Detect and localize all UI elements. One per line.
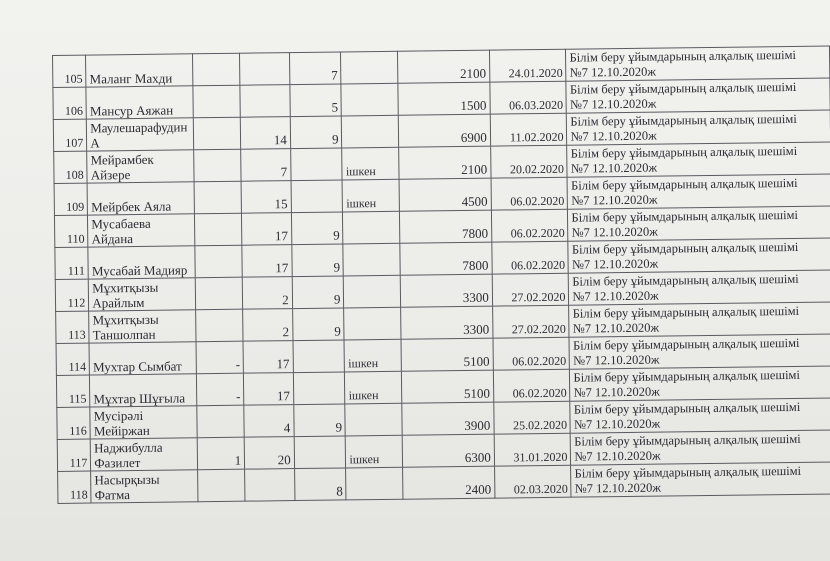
column-b-cell: 7: [241, 149, 291, 182]
basis-cell: [566, 78, 830, 113]
meal-status-cell: ішкен: [342, 147, 399, 180]
row-number-cell: 112: [55, 279, 89, 311]
column-c-cell: 9: [292, 308, 344, 341]
meal-status-cell: [343, 211, 400, 244]
column-a-cell: [195, 245, 243, 278]
basis-cell: [568, 206, 830, 241]
basis-line: №7 12.10.2020ж: [573, 352, 660, 368]
amount-cell: 2100: [398, 146, 490, 179]
column-a-cell: [193, 117, 241, 150]
column-a-cell: [197, 405, 245, 438]
date-cell: 06.02.2020: [491, 177, 568, 210]
meal-status-cell: [344, 275, 401, 308]
basis-cell: [571, 462, 830, 497]
column-a-cell: [198, 469, 246, 502]
basis-line: Білім беру ұйымдарының алқалық шешімі: [573, 399, 801, 417]
basis-cell: [569, 302, 830, 337]
basis-line: №7 12.10.2020ж: [569, 64, 657, 80]
column-c-cell: [294, 436, 346, 469]
basis-line: Білім беру ұйымдарының алқалық шешімі: [572, 271, 799, 289]
column-b-cell: 17: [244, 373, 294, 406]
column-c-cell: [293, 372, 345, 405]
student-name-cell: [90, 374, 197, 407]
meal-status-cell: [345, 403, 402, 436]
date-cell: 24.01.2020: [489, 49, 566, 82]
student-name-cell: [87, 182, 194, 215]
basis-line: Білім беру ұйымдарының алқалық шешімі: [573, 367, 800, 385]
student-name-cell: [87, 150, 194, 183]
date-cell: 06.02.2020: [493, 337, 570, 370]
meal-status-cell: ішкен: [343, 179, 400, 212]
date-cell: 20.02.2020: [490, 145, 567, 178]
column-c-cell: [290, 148, 342, 181]
basis-line: №7 12.10.2020ж: [571, 192, 658, 208]
date-cell: 31.01.2020: [494, 433, 571, 466]
basis-line: №7 12.10.2020ж: [572, 320, 660, 336]
column-c-cell: 8: [294, 468, 346, 501]
column-a-cell: [193, 53, 241, 86]
student-name-cell: [90, 406, 197, 439]
amount-cell: 3300: [400, 274, 492, 307]
column-b-cell: 17: [243, 341, 293, 374]
name-line: Мейрбек Аяла: [91, 198, 172, 215]
amount-cell: 3300: [400, 306, 492, 339]
column-a-cell: [195, 277, 243, 310]
basis-line: №7 12.10.2020ж: [571, 224, 658, 240]
basis-line: Білім беру ұйымдарының алқалық шешімі: [571, 239, 799, 257]
column-b-cell: [240, 53, 290, 86]
row-number-cell: 110: [54, 215, 88, 247]
records-table: [52, 45, 830, 503]
date-cell: 27.02.2020: [492, 273, 569, 306]
meal-status-cell: ішкен: [345, 371, 402, 404]
column-a-cell: [194, 149, 242, 182]
row-number-cell: 117: [57, 439, 91, 471]
basis-line: Білім беру ұйымдарының алқалық шешімі: [574, 463, 802, 481]
basis-line: Білім беру ұйымдарының алқалық шешімі: [569, 47, 797, 65]
row-number-cell: 111: [55, 247, 89, 279]
basis-line: Білім беру ұйымдарының алқалық шешімі: [570, 111, 797, 129]
name-line: Айдана: [91, 231, 134, 247]
meal-status-cell: [346, 467, 403, 500]
amount-cell: 2100: [397, 50, 489, 83]
amount-cell: 6900: [398, 114, 490, 147]
column-b-cell: 2: [242, 277, 292, 310]
amount-cell: 5100: [401, 338, 493, 371]
name-line: Маланг Махди: [89, 70, 173, 87]
column-a-cell: [194, 181, 242, 214]
date-cell: 11.02.2020: [490, 113, 567, 146]
records-table-body: [53, 46, 830, 503]
name-line: Мұхтар Шұғыла: [93, 390, 186, 407]
amount-cell: 7800: [400, 242, 492, 275]
name-line: Мұхитқызы: [92, 311, 159, 328]
name-line: Таншолпан: [92, 326, 156, 343]
row-number-cell: 118: [58, 471, 92, 503]
name-line: Арайлым: [92, 294, 145, 311]
name-line: А: [90, 135, 100, 151]
date-cell: 06.03.2020: [490, 81, 567, 114]
column-a-cell: [195, 213, 243, 246]
row-number-cell: 107: [53, 119, 87, 151]
row-number-cell: 116: [57, 407, 91, 439]
row-number-cell: 113: [56, 311, 90, 343]
column-b-cell: [245, 469, 295, 502]
column-b-cell: 4: [244, 405, 294, 438]
amount-cell: 3900: [402, 402, 494, 435]
basis-cell: [571, 430, 830, 465]
meal-status-cell: ішкен: [346, 435, 403, 468]
basis-cell: [570, 366, 830, 401]
basis-line: №7 12.10.2020ж: [570, 128, 657, 144]
column-a-cell: 1: [197, 437, 245, 470]
column-c-cell: 7: [289, 52, 341, 85]
basis-line: №7 12.10.2020ж: [574, 448, 661, 464]
column-c-cell: 9: [290, 116, 342, 149]
student-name-cell: [86, 86, 193, 119]
column-b-cell: 15: [241, 181, 291, 214]
basis-line: Білім беру ұйымдарының алқалық шешімі: [572, 335, 800, 353]
amount-cell: 6300: [402, 434, 494, 467]
student-name-cell: [87, 118, 194, 151]
name-line: Мусірәлі: [93, 407, 144, 424]
basis-line: Білім беру ұйымдарының алқалық шешімі: [572, 303, 800, 321]
basis-line: Білім беру ұйымдарының алқалық шешімі: [571, 175, 798, 193]
name-line: Мұхитқызы: [92, 279, 159, 296]
basis-line: №7 12.10.2020ж: [573, 384, 660, 400]
amount-cell: 5100: [401, 370, 493, 403]
name-line: Мухтар Сымбат: [93, 358, 182, 375]
name-line: Фатма: [94, 487, 131, 503]
meal-status-cell: [344, 307, 401, 340]
column-c-cell: 9: [292, 244, 344, 277]
basis-cell: [569, 270, 830, 305]
basis-line: Білім беру ұйымдарының алқалық шешімі: [574, 431, 801, 449]
column-b-cell: 2: [243, 309, 293, 342]
basis-line: Білім беру ұйымдарының алқалық шешімі: [569, 79, 797, 97]
basis-line: №7 12.10.2020ж: [574, 480, 662, 496]
student-name-cell: [91, 470, 198, 503]
basis-line: №7 12.10.2020ж: [571, 256, 659, 272]
basis-cell: [567, 110, 830, 145]
student-name-cell: [89, 310, 196, 343]
row-number-cell: 115: [56, 375, 90, 407]
date-cell: 27.02.2020: [492, 305, 569, 338]
column-b-cell: 20: [244, 437, 294, 470]
student-name-cell: [86, 54, 193, 87]
date-cell: 06.02.2020: [491, 209, 568, 242]
basis-line: Білім беру ұйымдарының алқалық шешімі: [571, 207, 799, 225]
basis-cell: [566, 46, 830, 81]
column-c-cell: 9: [291, 212, 343, 245]
column-b-cell: 14: [240, 117, 290, 150]
date-cell: 06.02.2020: [493, 369, 570, 402]
name-line: Мейіржан: [93, 422, 150, 439]
amount-cell: 7800: [399, 210, 491, 243]
basis-cell: [568, 238, 830, 273]
meal-status-cell: [341, 83, 398, 116]
row-number-cell: 109: [54, 183, 88, 215]
student-name-cell: [88, 214, 195, 247]
basis-line: №7 12.10.2020ж: [572, 288, 659, 304]
basis-cell: [569, 334, 830, 369]
row-number-cell: 114: [56, 343, 90, 375]
name-line: Мусабаева: [91, 215, 151, 232]
column-a-cell: [196, 309, 244, 342]
column-b-cell: 17: [242, 213, 292, 246]
column-a-cell: [193, 85, 241, 118]
meal-status-cell: [343, 243, 400, 276]
student-name-cell: [90, 438, 197, 471]
column-a-cell: -: [196, 373, 244, 406]
name-line: Мансур Аяжан: [89, 102, 174, 119]
column-c-cell: 9: [292, 276, 344, 309]
basis-line: №7 12.10.2020ж: [570, 96, 657, 112]
name-line: Маулешарафудин: [90, 119, 188, 136]
basis-cell: [567, 142, 830, 177]
column-c-cell: 5: [290, 84, 342, 117]
amount-cell: 2400: [402, 466, 494, 499]
meal-status-cell: [342, 115, 399, 148]
meal-status-cell: ішкен: [344, 339, 401, 372]
row-number-cell: 108: [54, 151, 88, 183]
name-line: Мусабай Мадияр: [91, 262, 188, 279]
column-a-cell: -: [196, 341, 244, 374]
basis-cell: [568, 174, 830, 209]
student-name-cell: [89, 278, 196, 311]
name-line: Насырқызы: [94, 471, 160, 488]
meal-status-cell: [341, 51, 398, 84]
student-name-cell: [88, 246, 195, 279]
student-name-cell: [89, 342, 196, 375]
column-c-cell: [293, 340, 345, 373]
basis-line: №7 12.10.2020ж: [573, 416, 661, 432]
row-number-cell: 106: [53, 87, 87, 119]
row-number-cell: 105: [53, 55, 87, 87]
date-cell: 25.02.2020: [494, 401, 571, 434]
name-line: Мейрамбек: [90, 151, 154, 168]
column-c-cell: 9: [294, 404, 346, 437]
basis-line: Білім беру ұйымдарының алқалық шешімі: [570, 143, 798, 161]
amount-cell: 4500: [399, 178, 491, 211]
basis-cell: [570, 398, 830, 433]
name-line: Фазилет: [94, 454, 141, 471]
amount-cell: 1500: [398, 82, 490, 115]
name-line: Наджибулла: [94, 439, 163, 456]
basis-line: №7 12.10.2020ж: [570, 160, 658, 176]
column-b-cell: [240, 85, 290, 118]
date-cell: 02.03.2020: [494, 465, 571, 498]
date-cell: 06.02.2020: [492, 241, 569, 274]
column-b-cell: 17: [242, 245, 292, 278]
column-c-cell: [291, 180, 343, 213]
name-line: Айзере: [90, 167, 131, 183]
